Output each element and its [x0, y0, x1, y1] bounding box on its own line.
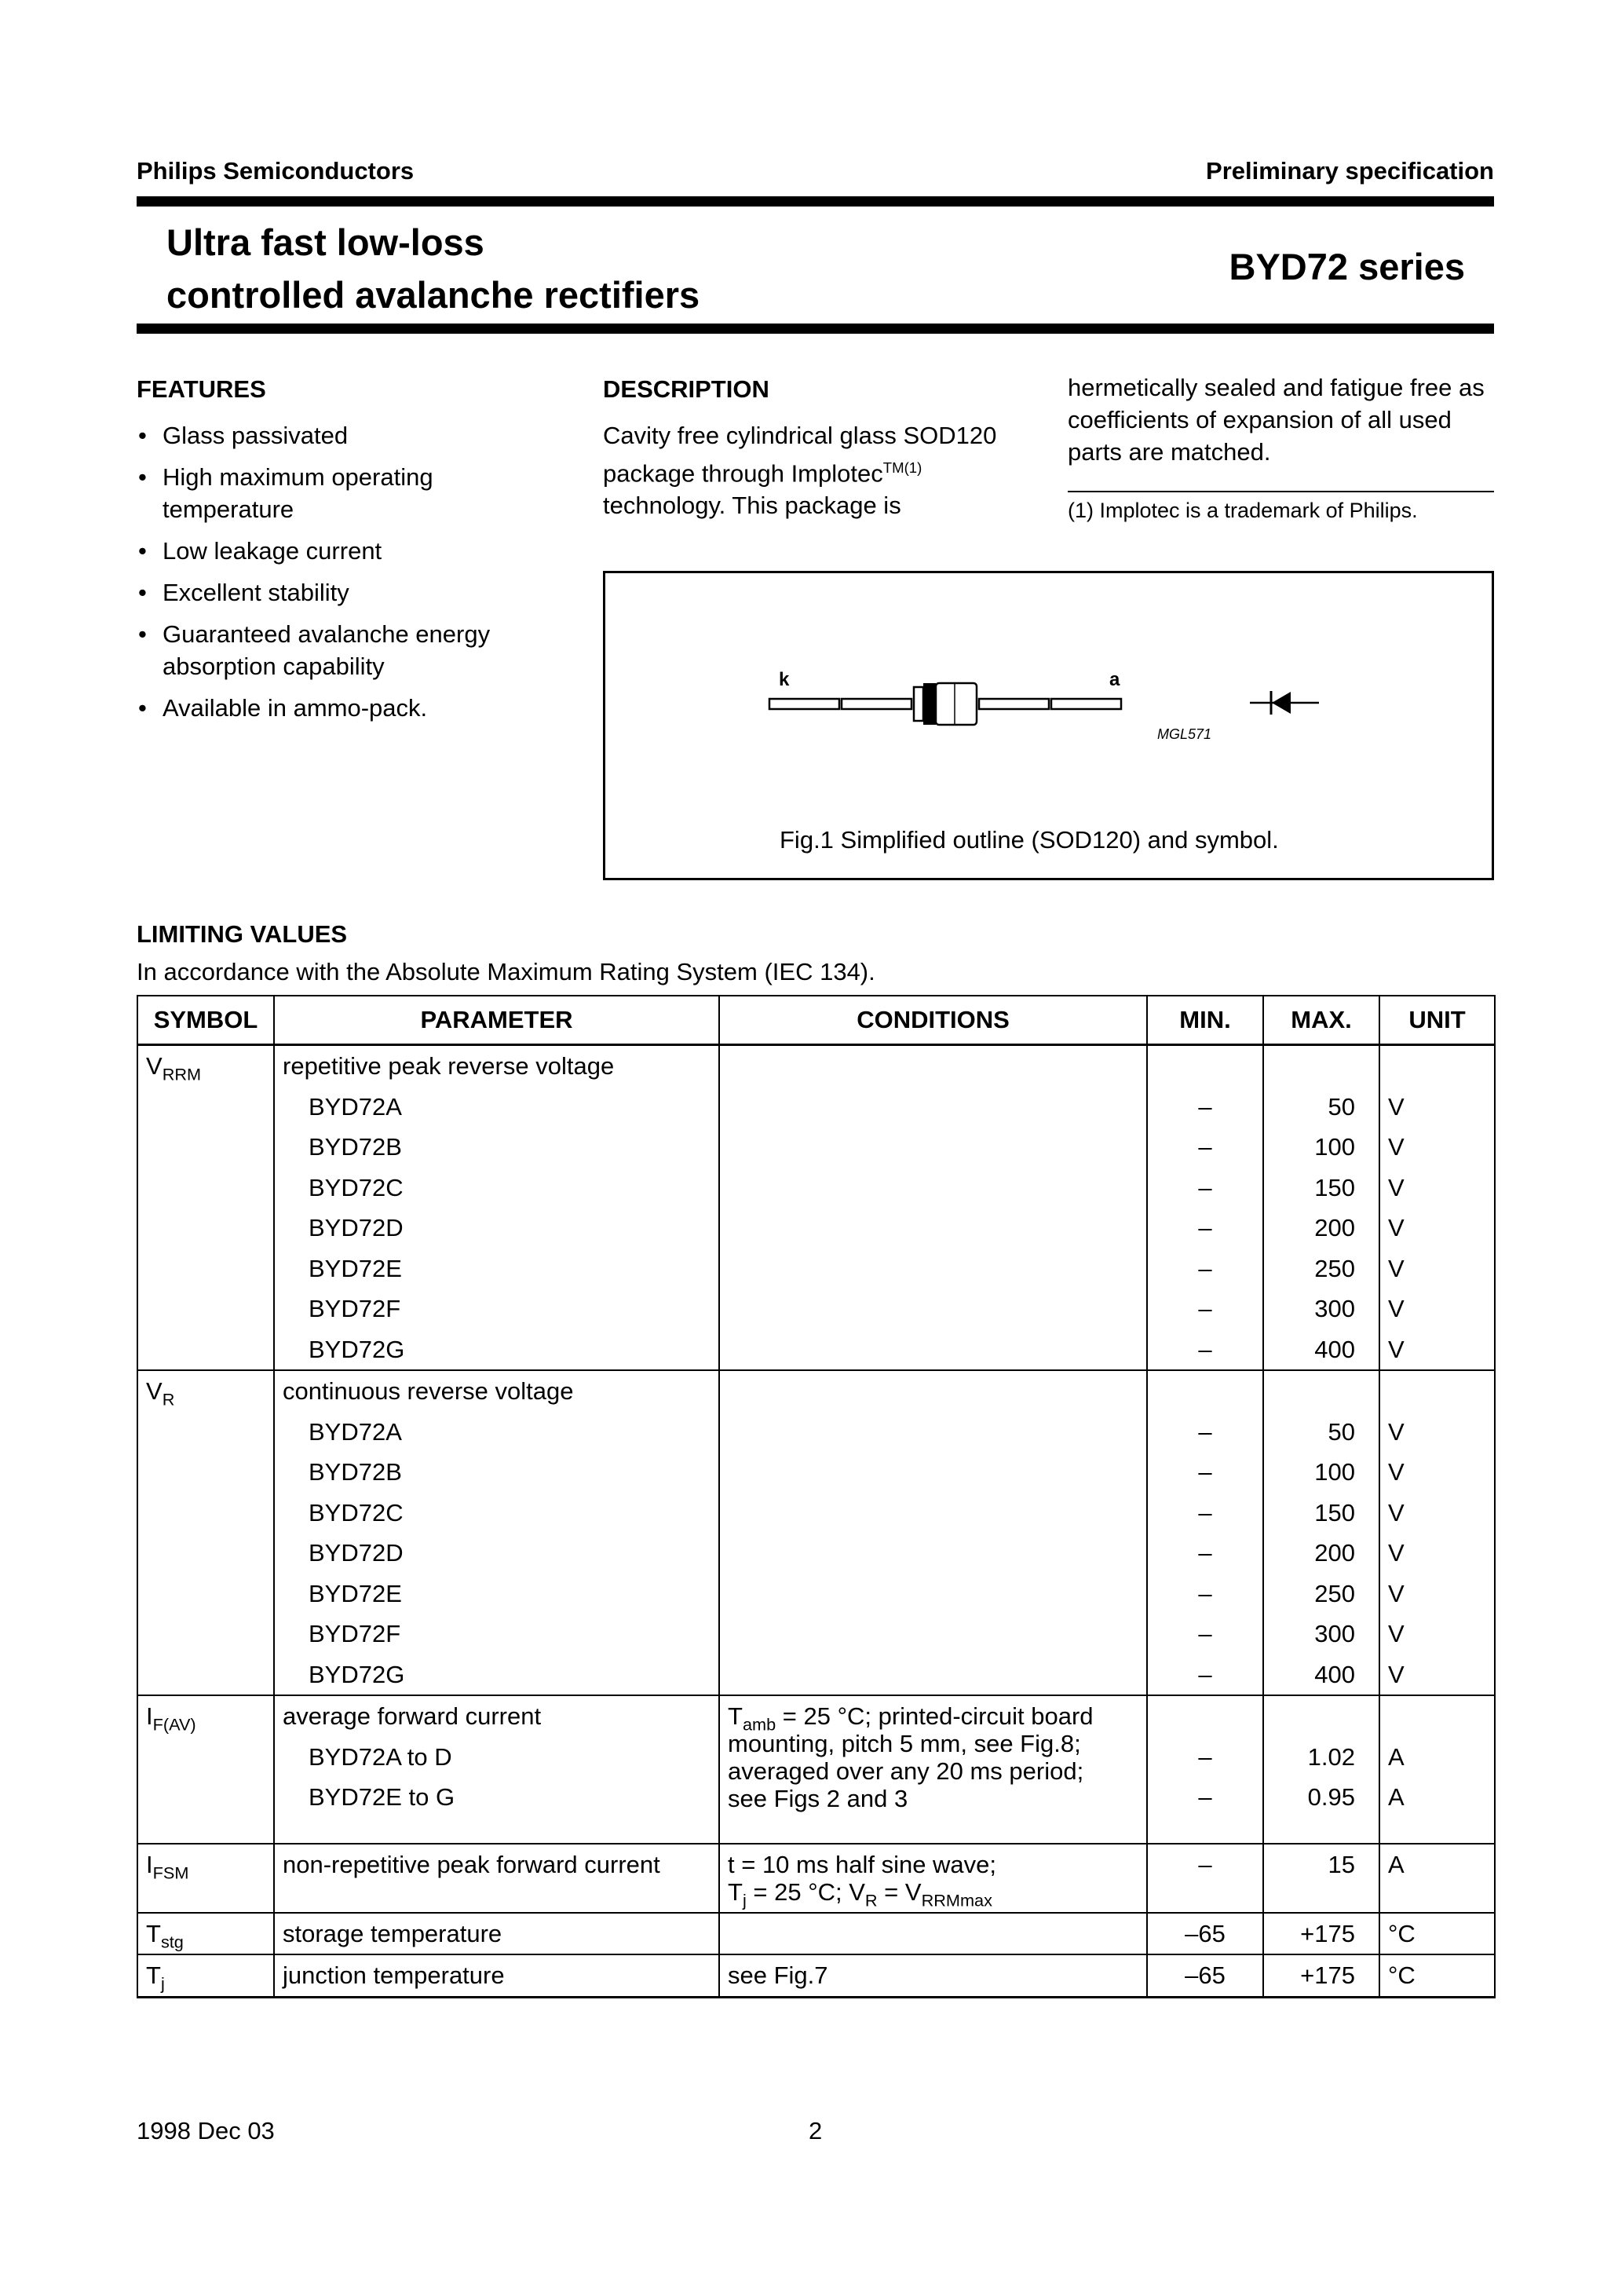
footer-date: 1998 Dec 03: [137, 2117, 275, 2144]
limiting-values-intro: In accordance with the Absolute Maximum Rating System (IEC 134).: [137, 958, 875, 985]
col-header-unit: UNIT: [1379, 996, 1495, 1045]
max-value: 50: [1328, 1092, 1355, 1121]
unit-value: V: [1388, 1579, 1405, 1607]
symbol-subscript: F(AV): [152, 1714, 196, 1735]
symbol-subscript: FSM: [152, 1863, 189, 1883]
unit-value: V: [1388, 1295, 1405, 1322]
symbol-subscript: RRM: [162, 1064, 202, 1084]
symbol-letter: I: [146, 1850, 153, 1878]
type-name: BYD72E to G: [309, 1783, 455, 1811]
parameter-cell: storage temperature: [274, 1913, 719, 1955]
trademark-mark: TM(1): [882, 459, 922, 476]
condition-line: = V: [877, 1877, 922, 1906]
condition-subscript: R: [864, 1890, 878, 1910]
unit-value: V: [1388, 1173, 1405, 1201]
unit-cell: [1379, 1695, 1495, 1844]
condition-line: averaged over any 20 ms period;: [728, 1757, 1084, 1785]
col-header-symbol: SYMBOL: [137, 996, 274, 1045]
type-name: BYD72G: [309, 1660, 405, 1688]
header-rule: [137, 196, 1494, 207]
symbol-subscript: R: [162, 1389, 175, 1409]
feature-item: • Excellent stability: [137, 576, 545, 609]
condition-text: [728, 1844, 1138, 1912]
lead-label-k: k: [779, 669, 790, 690]
figure-caption: Fig.1 Simplified outline (SOD120) and symbol.: [780, 826, 1279, 854]
unit-cell: °C: [1379, 1954, 1495, 1997]
condition-symbol: T: [728, 1877, 743, 1906]
table-row-tstg: [137, 1913, 1495, 1955]
condition-subscript: RRMmax: [921, 1890, 992, 1910]
type-name: BYD72E: [309, 1579, 402, 1607]
footnote-rule: [1068, 491, 1494, 492]
unit-value: V: [1388, 1498, 1405, 1526]
unit-value: V: [1388, 1620, 1405, 1647]
feature-item: • Guaranteed avalanche energy absorption capability: [137, 618, 545, 682]
max-value: 200: [1314, 1539, 1355, 1567]
unit-cell: °C: [1379, 1913, 1495, 1955]
parameter-cell: [274, 1045, 719, 1371]
title-line-2: controlled avalanche rectifiers: [166, 274, 700, 316]
max-value: 300: [1314, 1620, 1355, 1647]
col-header-min: MIN.: [1147, 996, 1263, 1045]
max-value: 400: [1314, 1335, 1355, 1363]
type-name: BYD72B: [309, 1133, 402, 1161]
type-name: BYD72F: [309, 1620, 401, 1647]
max-value: 250: [1314, 1254, 1355, 1282]
description-part-1: Cavity free cylindrical glass SOD120 package through Implotec: [603, 422, 997, 488]
diode-symbol-icon: [1250, 691, 1319, 715]
max-cell: [1263, 1370, 1379, 1695]
conditions-cell: [719, 1844, 1147, 1913]
max-value: 0.95: [1307, 1783, 1355, 1811]
parameter-cell: [274, 1370, 719, 1695]
conditions-cell: see Fig.7: [719, 1954, 1147, 1997]
min-value: –: [1198, 1620, 1212, 1647]
min-value: –: [1198, 1660, 1212, 1688]
symbol-subscript: stg: [160, 1932, 184, 1952]
table-row-vr: [137, 1370, 1495, 1695]
min-cell: [1147, 1370, 1263, 1695]
feature-item: • Available in ammo-pack.: [137, 692, 545, 724]
description-text: [603, 419, 1043, 521]
min-cell: –65: [1147, 1954, 1263, 1997]
type-name: BYD72D: [309, 1214, 404, 1241]
min-value: –: [1198, 1498, 1212, 1526]
features-heading: FEATURES: [137, 375, 266, 403]
table-row-ifsm: [137, 1844, 1495, 1913]
max-cell: [1263, 1045, 1379, 1371]
symbol-cell: [137, 1370, 274, 1695]
table-row-ifav: [137, 1695, 1495, 1844]
min-value: –: [1198, 1783, 1212, 1811]
spec-status: Preliminary specification: [1206, 157, 1494, 185]
min-value: –: [1198, 1539, 1212, 1567]
lead-label-a: a: [1109, 669, 1120, 690]
conditions-cell: [719, 1695, 1147, 1844]
feature-item: • High maximum operating temperature: [137, 461, 545, 525]
condition-line: mounting, pitch 5 mm, see Fig.8;: [728, 1730, 1081, 1757]
company-name: Philips Semiconductors: [137, 157, 415, 185]
symbol-subscript: j: [160, 1973, 165, 1994]
description-continued: hermetically sealed and fatigue free as coefficients of expansion of all used parts are matched.: [1068, 374, 1485, 466]
min-cell: –65: [1147, 1913, 1263, 1955]
min-cell: [1147, 1695, 1263, 1844]
min-value: –: [1198, 1214, 1212, 1241]
parameter-name: continuous reverse voltage: [283, 1377, 574, 1405]
title-rule: [137, 324, 1494, 334]
max-cell: +175: [1263, 1913, 1379, 1955]
condition-text: [728, 1696, 1138, 1812]
unit-value: V: [1388, 1254, 1405, 1282]
unit-value: V: [1388, 1417, 1405, 1446]
unit-value: V: [1388, 1539, 1405, 1567]
min-value: –: [1198, 1133, 1212, 1161]
col-header-conditions: CONDITIONS: [719, 996, 1147, 1045]
type-name: BYD72B: [309, 1458, 402, 1486]
min-value: –: [1198, 1295, 1212, 1322]
symbol-cell: [137, 1913, 274, 1955]
condition-line: = 25 °C; printed-circuit board: [776, 1702, 1094, 1730]
unit-value: A: [1388, 1783, 1405, 1811]
condition-subscript: j: [742, 1890, 747, 1910]
symbol-letter: T: [146, 1919, 161, 1947]
condition-line: = 25 °C; V: [746, 1877, 865, 1906]
description-heading: DESCRIPTION: [603, 375, 769, 403]
type-name: BYD72G: [309, 1335, 405, 1363]
parameter-cell: [274, 1844, 719, 1913]
unit-value: A: [1388, 1742, 1405, 1771]
parameter-name: repetitive peak reverse voltage: [283, 1052, 615, 1080]
title-line-1: Ultra fast low-loss: [166, 221, 484, 263]
min-cell: –: [1147, 1844, 1263, 1913]
unit-value: V: [1388, 1660, 1405, 1688]
condition-symbol: T: [728, 1702, 743, 1730]
features-list: [137, 419, 545, 733]
limiting-values-table: [137, 995, 1496, 1998]
parameter-cell: junction temperature: [274, 1954, 719, 1997]
type-name: BYD72A: [309, 1417, 402, 1446]
col-header-parameter: PARAMETER: [274, 996, 719, 1045]
table-header-row: [137, 996, 1495, 1045]
col-header-max: MAX.: [1263, 996, 1379, 1045]
unit-value: V: [1388, 1092, 1405, 1121]
unit-value: V: [1388, 1458, 1405, 1486]
min-value: –: [1198, 1458, 1212, 1486]
max-value: 100: [1314, 1458, 1355, 1486]
min-value: –: [1198, 1092, 1212, 1121]
max-value: 150: [1314, 1173, 1355, 1201]
type-name: BYD72F: [309, 1295, 401, 1322]
max-value: 250: [1314, 1579, 1355, 1607]
unit-cell: [1379, 1370, 1495, 1695]
description-part-2: technology. This package is: [603, 492, 901, 520]
parameter-name: non-repetitive peak forward current: [283, 1850, 660, 1878]
unit-value: V: [1388, 1214, 1405, 1241]
unit-value: V: [1388, 1335, 1405, 1363]
product-series: BYD72 series: [1229, 246, 1465, 287]
max-value: 200: [1314, 1214, 1355, 1241]
unit-cell: A: [1379, 1844, 1495, 1913]
symbol-letter: V: [146, 1052, 163, 1080]
symbol-cell: [137, 1045, 274, 1371]
unit-cell: [1379, 1045, 1495, 1371]
max-value: 50: [1328, 1417, 1355, 1446]
type-name: BYD72A: [309, 1092, 402, 1121]
max-cell: [1263, 1695, 1379, 1844]
parameter-cell: [274, 1695, 719, 1844]
min-value: –: [1198, 1254, 1212, 1282]
condition-line: t = 10 ms half sine wave;: [728, 1850, 997, 1878]
symbol-cell: [137, 1695, 274, 1844]
footnote: (1) Implotec is a trademark of Philips.: [1068, 499, 1418, 522]
max-cell: +175: [1263, 1954, 1379, 1997]
page-number: 2: [809, 2117, 823, 2144]
min-value: –: [1198, 1173, 1212, 1201]
max-cell: 15: [1263, 1844, 1379, 1913]
max-value: 300: [1314, 1295, 1355, 1322]
conditions-cell: [719, 1913, 1147, 1955]
max-value: 150: [1314, 1498, 1355, 1526]
type-name: BYD72C: [309, 1173, 404, 1201]
drawing-code: MGL571: [1157, 726, 1212, 742]
symbol-cell: [137, 1954, 274, 1997]
symbol-letter: V: [146, 1377, 163, 1405]
condition-subscript: amb: [742, 1714, 776, 1735]
parameter-name: average forward current: [283, 1702, 542, 1730]
type-name: BYD72D: [309, 1539, 404, 1567]
type-name: BYD72E: [309, 1254, 402, 1282]
document-title: [166, 216, 700, 321]
min-value: –: [1198, 1579, 1212, 1607]
min-cell: [1147, 1045, 1263, 1371]
symbol-letter: I: [146, 1702, 153, 1730]
symbol-letter: T: [146, 1961, 161, 1989]
conditions-cell: [719, 1045, 1147, 1371]
max-value: 1.02: [1307, 1742, 1355, 1771]
type-name: BYD72A to D: [309, 1742, 452, 1771]
min-value: –: [1198, 1742, 1212, 1771]
feature-item: • Low leakage current: [137, 535, 545, 567]
type-name: BYD72C: [309, 1498, 404, 1526]
max-value: 400: [1314, 1660, 1355, 1688]
min-value: –: [1198, 1335, 1212, 1363]
min-value: –: [1198, 1417, 1212, 1446]
conditions-cell: [719, 1370, 1147, 1695]
max-value: 100: [1314, 1133, 1355, 1161]
unit-value: V: [1388, 1133, 1405, 1161]
symbol-cell: [137, 1844, 274, 1913]
limiting-values-heading: LIMITING VALUES: [137, 920, 348, 948]
table-row-vrrm: [137, 1045, 1495, 1371]
feature-item: • Glass passivated: [137, 419, 545, 452]
table-row-tj: [137, 1954, 1495, 1997]
condition-line: see Figs 2 and 3: [728, 1785, 908, 1812]
